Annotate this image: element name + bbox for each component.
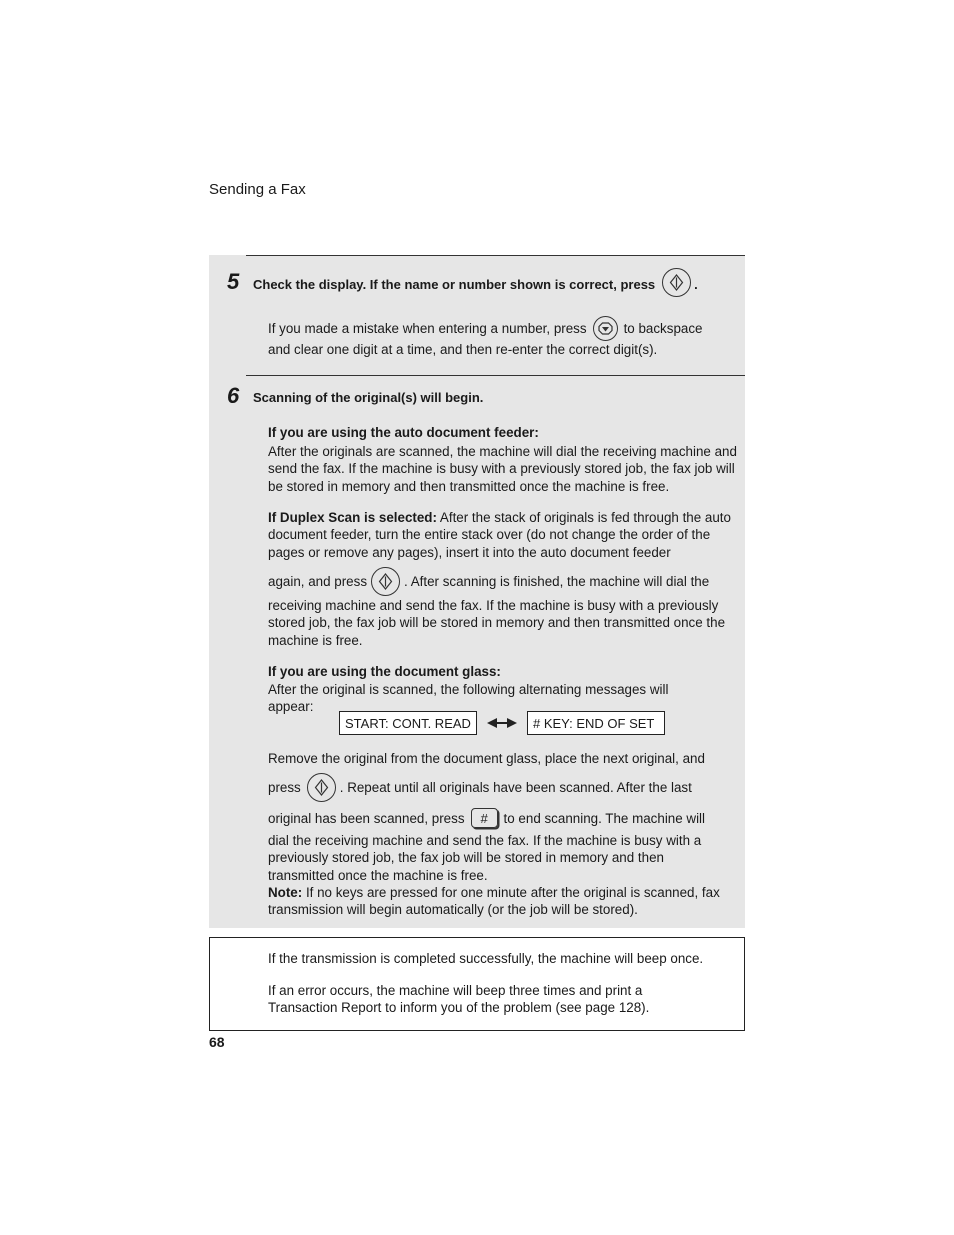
step5-heading xyxy=(253,272,698,297)
step6-divider xyxy=(246,375,745,376)
hash-row xyxy=(268,808,705,828)
dial-text: dial the receiving machine and send the fax. If the machine is busy with a previously stored job, the fax job will be stored in memory and then transmitted once the machine is free. xyxy=(268,833,702,883)
duplex-text: After the stack of originals is fed through the auto document feeder, turn the entire stack over (do not change the order of the pages or remove any pages), insert it into the auto document feeder xyxy=(268,510,731,560)
glass-text: After the original is scanned, the following alternating messages will appear: xyxy=(268,682,669,715)
start-key-icon xyxy=(307,773,336,802)
press-text: press xyxy=(268,780,301,795)
duplex-paragraph xyxy=(268,509,738,561)
step5-heading-end: . xyxy=(694,277,698,292)
page-number: 68 xyxy=(209,1034,225,1050)
press-row xyxy=(268,773,692,802)
step-number-6: 6 xyxy=(227,383,240,408)
section-header: Sending a Fax xyxy=(209,181,306,198)
remove-line: Remove the original from the document glass, place the next original, and xyxy=(268,751,705,766)
hash-text: original has been scanned, press xyxy=(268,810,465,826)
step5-line1-end: to backspace xyxy=(623,321,703,336)
step5-line2: and clear one digit at a time, and then re-enter the correct digit(s). xyxy=(268,342,658,357)
duplex-rest: receiving machine and send the fax. If the machine is busy with a previously stored job, the fax job will be stored in memory and then transmitted once the machine is free. xyxy=(268,598,726,648)
hash-end: to end scanning. The machine will xyxy=(503,810,706,826)
duplex-press-row xyxy=(268,567,709,596)
notebox-line2: If an error occurs, the machine will beep three times and print a Transaction Report to inform you of the problem (see page 128). xyxy=(268,983,650,1016)
start-key-icon xyxy=(662,268,691,297)
hash-key-icon: # xyxy=(471,808,498,828)
notebox-line1: If the transmission is completed successfully, the machine will beep once. xyxy=(268,951,704,966)
note-label: Note: xyxy=(268,885,303,900)
note-paragraph xyxy=(268,884,738,919)
step5-heading-text: Check the display. If the name or number shown is correct, press xyxy=(253,277,656,292)
step6-heading: Scanning of the original(s) will begin. xyxy=(253,390,484,405)
stop-key-icon xyxy=(593,316,618,341)
step5-line1-text: If you made a mistake when entering a number, press xyxy=(268,321,587,336)
step5-divider xyxy=(246,255,745,256)
duplex-press-end: . After scanning is finished, the machine will dial the xyxy=(404,574,710,589)
lcd-message-end: # KEY: END OF SET xyxy=(527,711,665,735)
duplex-label: If Duplex Scan is selected: xyxy=(268,510,437,525)
feeder-text: After the originals are scanned, the machine will dial the receiving machine and send the fax. If the machine is busy with a previously stored job, the fax job will be stored in memory and then transmitted once the machine is free. xyxy=(268,444,737,494)
start-key-icon xyxy=(371,567,400,596)
note-text: If no keys are pressed for one minute after the original is scanned, fax transmission will begin automatically (or the job will be stored). xyxy=(268,885,720,918)
glass-title: If you are using the document glass: xyxy=(268,664,501,679)
feeder-title: If you are using the auto document feeder: xyxy=(268,425,539,440)
step5-line1 xyxy=(268,316,702,341)
alternating-arrows-icon xyxy=(486,716,518,730)
duplex-press-text: again, and press xyxy=(268,574,368,589)
step-number-5: 5 xyxy=(227,269,240,294)
lcd-message-start: START: CONT. READ xyxy=(339,711,477,735)
press-end: . Repeat until all originals have been scanned. After the last xyxy=(339,780,692,795)
